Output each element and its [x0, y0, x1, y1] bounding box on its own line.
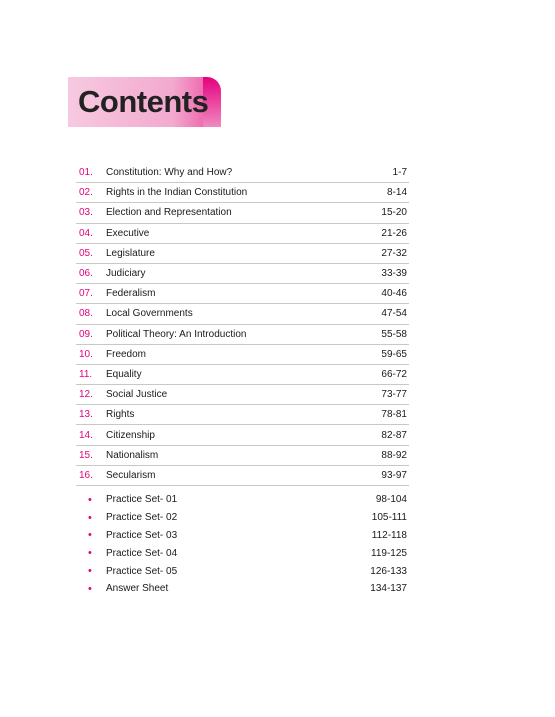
- practice-row[interactable]: [76, 491, 409, 509]
- chapter-list: [76, 163, 409, 486]
- chapter-pages: 88-92: [381, 449, 407, 461]
- chapter-title: Political Theory: An Introduction: [106, 328, 247, 340]
- chapter-row[interactable]: [76, 244, 409, 264]
- practice-pages: 105-111: [371, 512, 407, 524]
- bullet-icon: •: [88, 547, 92, 560]
- page-title: Contents: [78, 84, 209, 119]
- chapter-row[interactable]: [76, 284, 409, 304]
- chapter-pages: 59-65: [381, 348, 407, 360]
- practice-pages: 98-104: [375, 494, 407, 506]
- chapter-row[interactable]: [76, 365, 409, 385]
- chapter-number: 07.: [79, 288, 93, 300]
- chapter-pages: 66-72: [381, 368, 407, 380]
- chapter-row[interactable]: [76, 325, 409, 345]
- chapter-pages: 33-39: [381, 268, 407, 280]
- bullet-icon: •: [88, 565, 92, 578]
- chapter-title: Freedom: [106, 348, 147, 360]
- practice-pages: 119-125: [371, 547, 407, 559]
- chapter-title: Local Governments: [106, 308, 193, 320]
- chapter-row[interactable]: [76, 446, 409, 466]
- chapter-number: 08.: [79, 308, 93, 320]
- chapter-number: 12.: [79, 389, 93, 401]
- practice-pages: 112-118: [371, 529, 407, 541]
- chapter-title: Equality: [106, 368, 142, 380]
- chapter-title: Nationalism: [106, 449, 159, 461]
- chapter-number: 05.: [79, 247, 93, 259]
- chapter-number: 11.: [79, 368, 93, 380]
- chapter-title: Citizenship: [106, 429, 155, 441]
- chapter-title: Rights: [106, 409, 135, 421]
- bullet-icon: •: [88, 511, 92, 524]
- chapter-row[interactable]: [76, 385, 409, 405]
- practice-row[interactable]: [76, 527, 409, 545]
- chapter-title: Judiciary: [106, 268, 146, 280]
- chapter-pages: 15-20: [381, 207, 407, 219]
- practice-pages: 126-133: [370, 565, 407, 577]
- chapter-title: Executive: [106, 227, 150, 239]
- chapter-number: 01.: [79, 167, 93, 179]
- chapter-title: Federalism: [106, 288, 156, 300]
- practice-row[interactable]: [76, 544, 409, 562]
- chapter-pages: 21-26: [381, 227, 407, 239]
- chapter-title: Constitution: Why and How?: [106, 167, 233, 179]
- practice-title: Answer Sheet: [106, 583, 169, 595]
- chapter-row[interactable]: [76, 203, 409, 223]
- chapter-row[interactable]: [76, 405, 409, 425]
- practice-list: [76, 491, 409, 598]
- chapter-number: 16.: [79, 469, 93, 481]
- practice-pages: 134-137: [370, 583, 407, 595]
- practice-title: Practice Set- 02: [106, 512, 178, 524]
- chapter-title: Rights in the Indian Constitution: [106, 187, 248, 199]
- bullet-icon: •: [88, 582, 92, 595]
- chapter-row[interactable]: [76, 183, 409, 203]
- bullet-icon: •: [88, 529, 92, 542]
- chapter-number: 06.: [79, 268, 93, 280]
- practice-row[interactable]: [76, 562, 409, 580]
- chapter-title: Social Justice: [106, 389, 168, 401]
- contents-heading-banner: [68, 77, 221, 127]
- chapter-pages: 8-14: [386, 187, 407, 199]
- chapter-pages: 1-7: [392, 167, 407, 179]
- chapter-pages: 47-54: [381, 308, 407, 320]
- chapter-pages: 93-97: [381, 469, 407, 481]
- chapter-number: 03.: [79, 207, 93, 219]
- chapter-pages: 78-81: [381, 409, 407, 421]
- chapter-number: 02.: [79, 187, 93, 199]
- chapter-number: 10.: [79, 348, 93, 360]
- chapter-pages: 27-32: [381, 247, 407, 259]
- chapter-number: 14.: [79, 429, 93, 441]
- chapter-row[interactable]: [76, 264, 409, 284]
- chapter-row[interactable]: [76, 304, 409, 324]
- chapter-title: Legislature: [106, 247, 155, 259]
- chapter-number: 13.: [79, 409, 93, 421]
- chapter-pages: 82-87: [381, 429, 407, 441]
- chapter-row[interactable]: [76, 345, 409, 365]
- chapter-number: 04.: [79, 227, 93, 239]
- chapter-title: Election and Representation: [106, 207, 232, 219]
- practice-title: Practice Set- 03: [106, 529, 178, 541]
- chapter-number: 15.: [79, 449, 93, 461]
- chapter-title: Secularism: [106, 469, 156, 481]
- chapter-row[interactable]: [76, 425, 409, 445]
- chapter-pages: 73-77: [381, 389, 407, 401]
- practice-row[interactable]: [76, 580, 409, 598]
- practice-row[interactable]: [76, 509, 409, 527]
- bullet-icon: •: [88, 493, 92, 506]
- practice-title: Practice Set- 01: [106, 494, 178, 506]
- chapter-pages: 40-46: [381, 288, 407, 300]
- chapter-row[interactable]: [76, 466, 409, 486]
- chapter-row[interactable]: [76, 163, 409, 183]
- practice-title: Practice Set- 05: [106, 565, 178, 577]
- practice-title: Practice Set- 04: [106, 547, 178, 559]
- chapter-row[interactable]: [76, 224, 409, 244]
- chapter-number: 09.: [79, 328, 93, 340]
- chapter-pages: 55-58: [381, 328, 407, 340]
